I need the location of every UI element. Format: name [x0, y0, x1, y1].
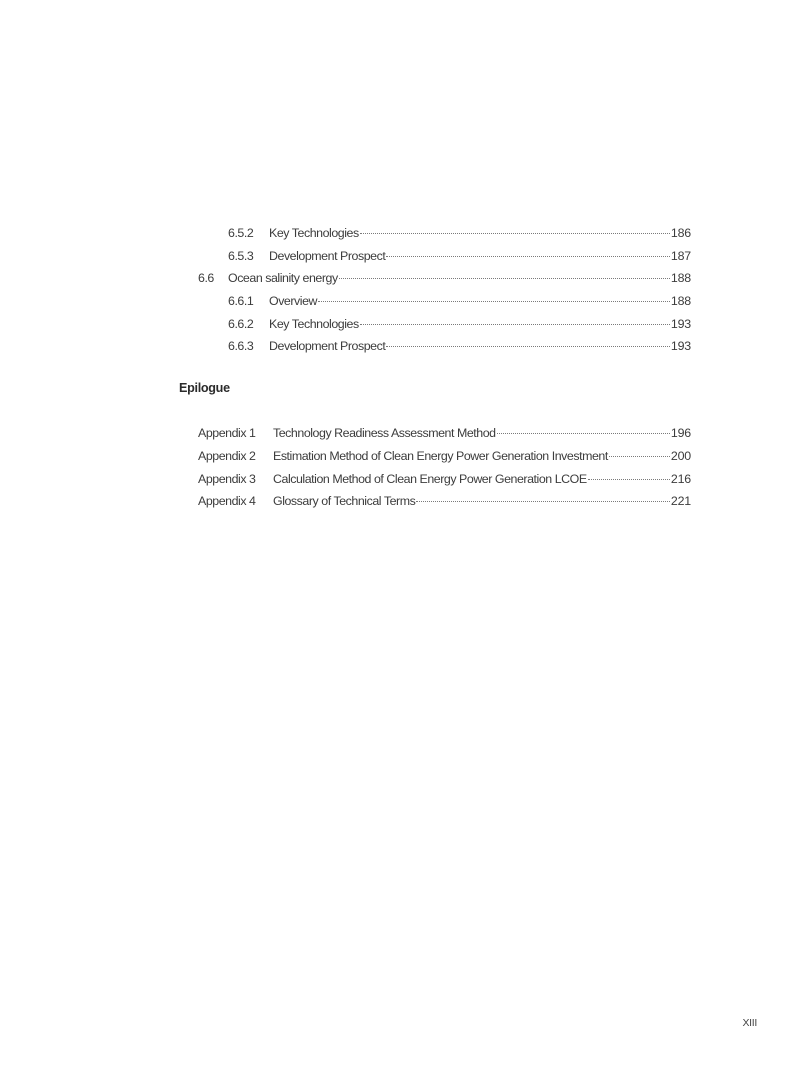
- dot-leader: [360, 233, 670, 234]
- toc-page-number: 200: [670, 449, 691, 463]
- toc-number: 6.6: [198, 271, 214, 285]
- toc-page-number: 188: [670, 294, 691, 308]
- toc-number: 6.6.2: [228, 317, 254, 331]
- toc-entry-6-5-3[interactable]: [228, 249, 691, 269]
- dot-leader: [609, 456, 670, 457]
- toc-title: Calculation Method of Clean Energy Power Generation LCOE: [273, 472, 587, 486]
- toc-entry-appendix-2[interactable]: [198, 449, 691, 469]
- toc-entry-appendix-4[interactable]: [198, 494, 691, 514]
- toc-page-number: 196: [670, 426, 691, 440]
- toc-page-number: 187: [670, 249, 691, 263]
- page-folio: XIII: [742, 1017, 757, 1029]
- toc-title: Ocean salinity energy: [228, 271, 338, 285]
- toc-page-number: 193: [670, 317, 691, 331]
- toc-number: 6.6.1: [228, 294, 254, 308]
- appendix-number: Appendix 3: [198, 472, 256, 486]
- appendix-number: Appendix 4: [198, 494, 256, 508]
- toc-entry-6-6-3[interactable]: [228, 339, 691, 359]
- toc-entry-6-6-1[interactable]: [228, 294, 691, 314]
- toc-title: Overview: [269, 294, 318, 308]
- dot-leader: [497, 433, 670, 434]
- toc-title: Technology Readiness Assessment Method: [273, 426, 496, 440]
- appendix-number: Appendix 1: [198, 426, 256, 440]
- toc-page-number: 216: [670, 472, 691, 486]
- toc-title: Estimation Method of Clean Energy Power Generation Investment: [273, 449, 608, 463]
- toc-title: Key Technologies: [269, 226, 359, 240]
- epilogue-heading[interactable]: Epilogue: [179, 381, 230, 395]
- toc-title: Key Technologies: [269, 317, 359, 331]
- dot-leader: [588, 479, 670, 480]
- dot-leader: [339, 278, 670, 279]
- dot-leader: [416, 501, 670, 502]
- dot-leader: [386, 346, 670, 347]
- toc-entry-appendix-3[interactable]: [198, 472, 691, 492]
- toc-title: Development Prospect: [269, 249, 386, 263]
- dot-leader: [386, 256, 670, 257]
- toc-page-number: 188: [670, 271, 691, 285]
- toc-page-number: 193: [670, 339, 691, 353]
- toc-number: 6.6.3: [228, 339, 254, 353]
- toc-title: Glossary of Technical Terms: [273, 494, 416, 508]
- toc-number: 6.5.2: [228, 226, 254, 240]
- toc-entry-6-6[interactable]: [198, 271, 691, 291]
- toc-page-number: 186: [670, 226, 691, 240]
- dot-leader: [318, 301, 670, 302]
- toc-page-number: 221: [670, 494, 691, 508]
- toc-entry-6-6-2[interactable]: [228, 317, 691, 337]
- toc-entry-6-5-2[interactable]: [228, 226, 691, 246]
- toc-entry-appendix-1[interactable]: [198, 426, 691, 446]
- appendix-number: Appendix 2: [198, 449, 256, 463]
- toc-title: Development Prospect: [269, 339, 386, 353]
- toc-number: 6.5.3: [228, 249, 254, 263]
- dot-leader: [360, 324, 670, 325]
